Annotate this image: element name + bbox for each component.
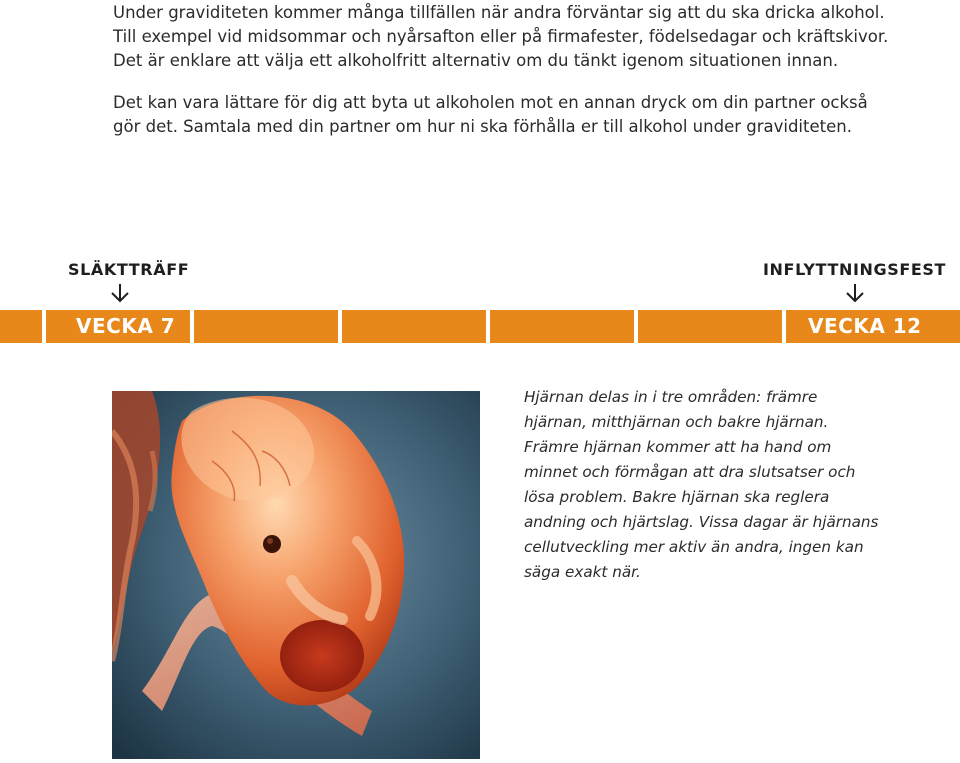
timeline-segment-week-7: [46, 310, 190, 343]
timeline-segment: [638, 310, 782, 343]
timeline-segment: [0, 310, 42, 343]
caption-line: Främre hjärnan kommer att ha hand om: [524, 438, 832, 456]
week-12-label: VECKA 12: [808, 314, 922, 338]
brain-caption: [524, 385, 944, 585]
embryo-photo: [112, 391, 480, 759]
timeline-segment: [194, 310, 338, 343]
caption-line: andning och hjärtslag. Vissa dagar är hjärnans: [524, 513, 879, 531]
intro-paragraph: [113, 1, 913, 73]
week-timeline: [0, 310, 960, 343]
event-label-right: INFLYTTNINGSFEST: [763, 260, 947, 279]
timeline-segment: [342, 310, 486, 343]
week-7-label: VECKA 7: [76, 314, 176, 338]
arrow-down-icon: [110, 282, 130, 304]
arrow-down-icon: [845, 282, 865, 304]
event-label-left: SLÄKTTRÄFF: [68, 260, 190, 279]
caption-line: lösa problem. Bakre hjärnan ska reglera: [524, 488, 830, 506]
caption-line: Hjärnan delas in i tre områden: främre: [524, 388, 818, 406]
timeline-segment-week-12: [786, 310, 960, 343]
intro-line: Det är enklare att välja ett alkoholfritt alternativ om du tänkt igenom situationen innan.: [113, 51, 839, 70]
partner-line: gör det. Samtala med din partner om hur ni ska förhålla er till alkohol under graviditeten.: [113, 117, 852, 136]
caption-line: hjärnan, mitthjärnan och bakre hjärnan.: [524, 413, 829, 431]
partner-line: Det kan vara lättare för dig att byta ut alkoholen mot en annan dryck om din partner också: [113, 93, 868, 112]
caption-line: cellutveckling mer aktiv än andra, ingen kan: [524, 538, 864, 556]
timeline-segment: [490, 310, 634, 343]
intro-line: Till exempel vid midsommar och nyårsafton eller på firmafester, födelsedagar och kräftskivor.: [113, 27, 889, 46]
caption-line: minnet och förmågan att dra slutsatser och: [524, 463, 856, 481]
intro-line: Under graviditeten kommer många tillfällen när andra förväntar sig att du ska dricka alkohol.: [113, 3, 885, 22]
caption-line: säga exakt när.: [524, 563, 641, 581]
partner-paragraph: [113, 91, 913, 139]
